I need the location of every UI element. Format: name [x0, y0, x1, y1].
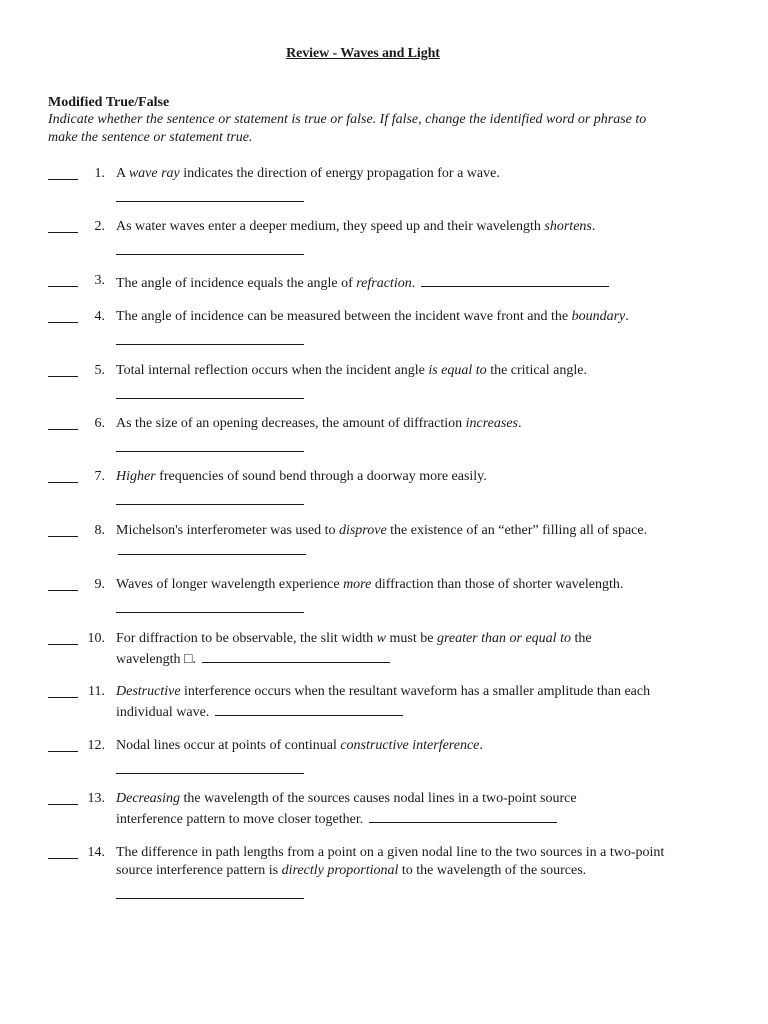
- identified-term: increases: [465, 416, 518, 431]
- identified-term: Decreasing: [116, 791, 181, 806]
- answer-line[interactable]: [116, 187, 304, 202]
- text-segment: The angle of incidence can be measured between the incident wave front and the: [116, 309, 572, 324]
- answer-line[interactable]: [369, 808, 557, 823]
- text-segment: A: [116, 166, 129, 181]
- text-segment: Total internal reflection occurs when the incident angle: [116, 363, 429, 378]
- question-text: [116, 737, 682, 774]
- true-false-blank[interactable]: [48, 308, 78, 326]
- question-text: [116, 468, 682, 505]
- question-text: [116, 415, 682, 452]
- question-text: [116, 844, 682, 899]
- text-segment: .: [625, 309, 629, 324]
- text-segment: The difference in path lengths from a point on a given nodal line to the two sources in a two-point source interference pattern is: [116, 845, 665, 878]
- text-segment: .: [591, 219, 596, 234]
- identified-term: directly proportional: [281, 863, 399, 878]
- question-number: 10.: [87, 631, 105, 646]
- question-text: [116, 218, 682, 255]
- answer-line[interactable]: [118, 540, 306, 555]
- question-text: [116, 522, 656, 561]
- text-segment: The angle of incidence equals the angle of: [116, 276, 357, 291]
- text-segment: the wavelength of the sources causes nodal lines in a two-point source interference pattern to move closer together.: [116, 791, 577, 827]
- text-segment: .: [517, 416, 522, 431]
- variable-symbol: w: [376, 631, 386, 646]
- identified-term: constructive interference: [340, 738, 480, 753]
- question-text: [116, 790, 636, 829]
- question-number: 3.: [94, 273, 105, 288]
- question-number: 11.: [88, 684, 105, 699]
- answer-line[interactable]: [116, 240, 304, 255]
- question-number: 2.: [94, 219, 105, 234]
- question-text: [116, 683, 666, 722]
- true-false-blank[interactable]: [48, 737, 78, 755]
- identified-term: shortens: [544, 219, 592, 234]
- text-segment: .: [479, 738, 483, 753]
- answer-line[interactable]: [116, 384, 304, 399]
- true-false-blank[interactable]: [48, 165, 78, 183]
- question-text: [116, 272, 682, 293]
- true-false-blank[interactable]: [48, 218, 78, 236]
- answer-line[interactable]: [116, 884, 304, 899]
- text-segment: Nodal lines occur at points of continual: [116, 738, 341, 753]
- text-segment: frequencies of sound bend through a doorway more easily.: [155, 469, 487, 484]
- true-false-blank[interactable]: [48, 362, 78, 380]
- true-false-blank[interactable]: [48, 522, 78, 540]
- question-text: [116, 362, 682, 399]
- identified-term: boundary: [571, 309, 626, 324]
- text-segment: diffraction than those of shorter wavelength.: [371, 577, 624, 592]
- question-number: 5.: [94, 363, 105, 378]
- text-segment: the existence of an “ether” filling all of space.: [386, 523, 648, 538]
- text-segment: For diffraction to be observable, the slit width: [116, 631, 377, 646]
- true-false-blank[interactable]: [48, 468, 78, 486]
- true-false-blank[interactable]: [48, 415, 78, 433]
- page-title: Review - Waves and Light: [286, 46, 440, 61]
- question-number: 9.: [94, 577, 105, 592]
- identified-term: Destructive: [116, 684, 181, 699]
- true-false-blank[interactable]: [48, 683, 78, 701]
- identified-term: Higher: [116, 469, 156, 484]
- true-false-blank[interactable]: [48, 630, 78, 648]
- identified-term: refraction: [356, 276, 412, 291]
- identified-term: disprove: [338, 523, 387, 538]
- true-false-blank[interactable]: [48, 576, 78, 594]
- question-number: 12.: [87, 738, 105, 753]
- identified-term: wave ray: [128, 166, 180, 181]
- question-number: 13.: [87, 791, 105, 806]
- answer-line[interactable]: [116, 437, 304, 452]
- text-segment: As the size of an opening decreases, the amount of diffraction: [116, 416, 466, 431]
- question-number: 14.: [87, 845, 105, 860]
- question-text: [116, 576, 682, 613]
- question-number: 7.: [94, 469, 105, 484]
- text-segment: the wavelength □.: [116, 631, 592, 667]
- question-number: 8.: [94, 523, 105, 538]
- identified-term: greater than or equal to: [436, 631, 571, 646]
- text-segment: As water waves enter a deeper medium, they speed up and their wavelength: [116, 219, 545, 234]
- true-false-blank[interactable]: [48, 844, 78, 862]
- answer-line[interactable]: [116, 759, 304, 774]
- true-false-blank[interactable]: [48, 790, 78, 808]
- text-segment: must be: [385, 631, 437, 646]
- question-number: 1.: [94, 166, 105, 181]
- question-text: [116, 165, 682, 202]
- identified-term: is equal to: [428, 363, 487, 378]
- question-number: 4.: [94, 309, 105, 324]
- section-heading: Modified True/False: [48, 95, 170, 110]
- text-segment: interference occurs when the resultant waveform has a smaller amplitude than each individual wave.: [116, 684, 651, 720]
- question-number: 6.: [94, 416, 105, 431]
- text-segment: indicates the direction of energy propagation for a wave.: [179, 166, 500, 181]
- answer-line[interactable]: [116, 490, 304, 505]
- answer-line[interactable]: [116, 330, 304, 345]
- identified-term: more: [343, 577, 372, 592]
- true-false-blank[interactable]: [48, 272, 78, 290]
- question-text: [116, 630, 656, 669]
- answer-line[interactable]: [116, 598, 304, 613]
- text-segment: to the wavelength of the sources.: [398, 863, 587, 878]
- answer-line[interactable]: [215, 701, 403, 716]
- text-segment: the critical angle.: [486, 363, 587, 378]
- answer-line[interactable]: [202, 648, 390, 663]
- section-instructions: Indicate whether the sentence or statement is true or false. If false, change the identified word or phrase to make the sentence or statement true.: [48, 112, 647, 145]
- text-segment: Waves of longer wavelength experience: [116, 577, 344, 592]
- text-segment: .: [411, 276, 416, 291]
- answer-line[interactable]: [421, 272, 609, 287]
- text-segment: Michelson's interferometer was used to: [116, 523, 339, 538]
- question-text: [116, 308, 682, 345]
